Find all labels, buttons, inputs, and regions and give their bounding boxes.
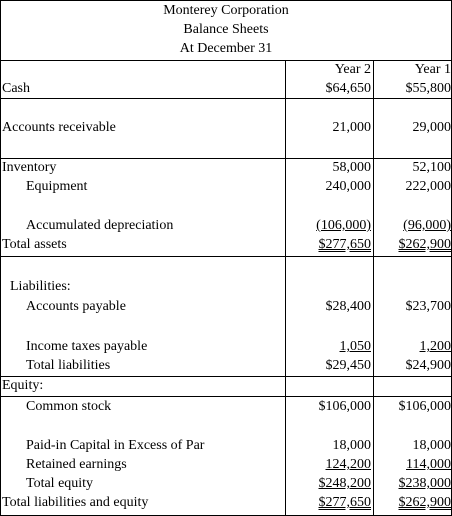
total-liabilities-and-equity-year1: $262,900 — [398, 495, 451, 510]
row-label-paid-in-capital: Paid-in Capital in Excess of Par — [26, 438, 205, 453]
company-name: Monterey Corporation — [163, 3, 289, 18]
accounts-receivable-year1: 29,000 — [412, 120, 451, 135]
total-assets-year2: $277,650 — [318, 237, 371, 252]
income-taxes-payable-year1: 1,200 — [419, 339, 451, 354]
accumulated-depreciation-year1: (96,000) — [403, 218, 451, 233]
total-equity-year1: $238,000 — [398, 476, 451, 491]
total-equity-year2: $248,200 — [318, 476, 371, 491]
row-label-total-equity: Total equity — [26, 476, 94, 491]
total-assets-year1: $262,900 — [398, 237, 451, 252]
cash-year1: $55,800 — [405, 81, 451, 96]
paid-in-capital-year2: 18,000 — [332, 438, 371, 453]
row-separator — [0, 376, 452, 377]
section-label-equity: Equity: — [2, 378, 44, 393]
statement-date: At December 31 — [179, 41, 273, 56]
retained-earnings-year2: 124,200 — [325, 457, 371, 472]
row-label-total-liabilities: Total liabilities — [26, 358, 111, 373]
row-label-income-taxes-payable: Income taxes payable — [26, 339, 148, 354]
row-label-equipment: Equipment — [26, 179, 88, 194]
total-liabilities-year2: $29,450 — [325, 358, 371, 373]
row-label-cash: Cash — [2, 81, 30, 96]
accounts-payable-year1: $23,700 — [405, 299, 451, 314]
column-header-year2: Year 2 — [334, 62, 371, 77]
row-label-inventory: Inventory — [2, 160, 57, 175]
accumulated-depreciation-year2: (106,000) — [316, 218, 371, 233]
accounts-payable-year2: $28,400 — [325, 299, 371, 314]
inventory-year1: 52,100 — [412, 160, 451, 175]
common-stock-year1: $106,000 — [398, 399, 451, 414]
inventory-year2: 58,000 — [332, 160, 371, 175]
paid-in-capital-year1: 18,000 — [412, 438, 451, 453]
cash-year2: $64,650 — [325, 81, 371, 96]
section-label-liabilities: Liabilities: — [10, 279, 71, 294]
equipment-year2: 240,000 — [325, 179, 371, 194]
retained-earnings-year1: 114,000 — [406, 457, 451, 472]
row-separator — [0, 98, 452, 99]
row-label-accumulated-depreciation: Accumulated depreciation — [26, 218, 174, 233]
row-label-retained-earnings: Retained earnings — [26, 457, 127, 472]
column-header-year1: Year 1 — [414, 62, 451, 77]
statement-title: Balance Sheets — [183, 22, 269, 37]
row-label-common-stock: Common stock — [26, 399, 112, 414]
income-taxes-payable-year2: 1,050 — [339, 339, 371, 354]
row-label-total-liabilities-and-equity: Total liabilities and equity — [2, 495, 149, 510]
total-liabilities-and-equity-year2: $277,650 — [318, 495, 371, 510]
row-label-total-assets: Total assets — [2, 237, 67, 252]
border-top — [0, 0, 452, 1]
row-separator — [0, 396, 452, 397]
common-stock-year2: $106,000 — [318, 399, 371, 414]
border-left — [0, 0, 1, 516]
accounts-receivable-year2: 21,000 — [332, 120, 371, 135]
equipment-year1: 222,000 — [405, 179, 451, 194]
total-liabilities-year1: $24,900 — [405, 358, 451, 373]
row-separator — [0, 256, 452, 257]
row-label-accounts-payable: Accounts payable — [26, 299, 126, 314]
row-label-accounts-receivable: Accounts receivable — [2, 120, 116, 135]
